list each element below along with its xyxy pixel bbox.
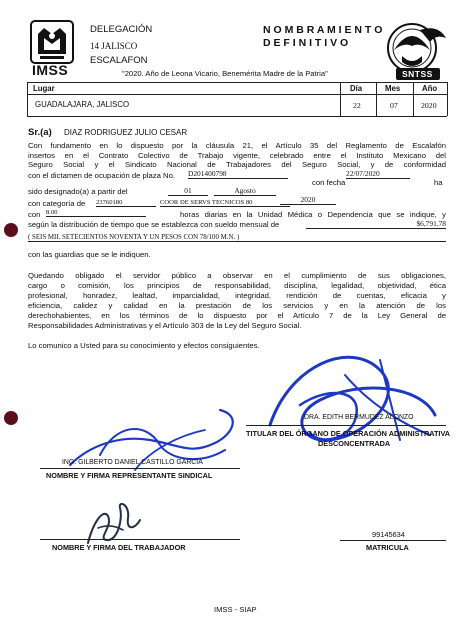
para2-line5: derechohabientes, en los términos de lo dispuesto por el Artículo 7 de la Ley General de: [28, 311, 446, 320]
anio-label: Año: [422, 84, 438, 93]
trabajador-label: NOMBRE Y FIRMA DEL TRABAJADOR: [52, 543, 186, 552]
dia-label: Día: [350, 84, 363, 93]
sueldo-value: $6,791.78: [306, 219, 446, 229]
table-divider-mes: [376, 82, 377, 116]
union-logo: [380, 20, 450, 82]
start-day: 01: [168, 186, 208, 196]
table-divider-dia: [340, 82, 341, 116]
sueldo-text: según la distribución de tiempo que se establezca con sueldo mensual de: [28, 220, 280, 229]
categoria-name: COOR DE SERVS TECNICOS 80: [160, 199, 290, 207]
titular-signature-line: [246, 425, 446, 426]
matricula-line: [340, 540, 446, 541]
plaza-number: D201400798: [188, 169, 288, 179]
titular-name: DRA. EDITH BERMUDEZ ALONZO: [304, 414, 414, 421]
salutation: Sr.(a): [28, 127, 52, 138]
trabajador-signature-line: [40, 539, 240, 540]
motto-text: "2020. Año de Leona Vicario, Benemérita Madre de la Patria": [122, 69, 328, 78]
start-month: Agosto: [214, 186, 276, 196]
para2-line6: Responsabilidades Administrativas y el Artículo 303 de la Ley del Seguro Social.: [28, 321, 302, 330]
sindical-label: NOMBRE Y FIRMA REPRESENTANTE SINDICAL: [46, 471, 213, 480]
punch-hole-bottom: [4, 411, 18, 425]
table-left-border: [27, 82, 28, 116]
lugar-label: Lugar: [33, 84, 55, 93]
employee-name: DIAZ RODRIGUEZ JULIO CESAR: [64, 128, 188, 137]
sindical-name: ING. GILBERTO DANIEL CASTILLO GARCIA: [62, 459, 203, 466]
con-label: con: [28, 210, 41, 219]
para2-line2: cargo o comisión, los principios de responsabilidad, disciplina, legalidad, objetividad, ética: [28, 281, 446, 290]
eagle-emblem-icon: [30, 20, 74, 64]
closing-text: Lo comunico a Usted para su conocimiento y efectos consiguientes.: [28, 341, 260, 350]
imss-logo-text: IMSS: [32, 62, 69, 78]
table-right-border: [447, 82, 448, 116]
horas-value: 8.00: [46, 209, 146, 217]
start-year: 2020: [280, 195, 336, 205]
ha-label: ha: [434, 178, 443, 187]
table-divider-anio: [413, 82, 414, 116]
document-title-line2: D E F I N I T I V O: [263, 37, 349, 49]
dia-value: 22: [353, 101, 361, 110]
plaza-label: con el dictamen de ocupación de plaza No.: [28, 171, 176, 180]
union-logo-text: SNTSS: [402, 69, 433, 79]
categoria-label: con categoría de: [28, 199, 86, 208]
table-top-border: [27, 82, 447, 83]
footer-text: IMSS - SIAP: [214, 605, 257, 614]
trabajador-signature: [78, 498, 148, 548]
delegacion-label: DELEGACIÓN: [90, 24, 153, 35]
document-title-line1: N O M B R A M I E N T O: [263, 24, 383, 36]
para2-line3: profesional, honradez, lealtad, imparcialidad, integridad, rendición de cuentas, eficacia y: [28, 291, 446, 300]
con-fecha-value: 22/07/2020: [346, 169, 410, 179]
horas-text: horas diarias en la Unidad Médica o Dependencia que se indique, y: [180, 210, 446, 219]
delegacion-value: 14 JALISCO: [90, 41, 138, 51]
categoria-code: 23760180: [96, 199, 156, 207]
para1-line3: Seguro Social y el Sindicato Nacional de Trabajadores del Seguro Social, y de conformidad: [28, 160, 446, 170]
punch-hole-top: [4, 223, 18, 237]
para2-line1: Quedando obligado el servidor público a observar en el cumplimiento de sus obligaciones,: [28, 271, 446, 280]
para1-line1: Con fundamento en lo dispuesto por la cláusula 21, el Artículo 35 del Reglamento de Escalafón: [28, 141, 446, 150]
con-fecha-label: con fecha: [312, 178, 346, 187]
titular-title-line1: TITULAR DEL ÓRGANO DE OPERACIÓN ADMINISTRATIVA: [246, 429, 451, 438]
escalafon-label: ESCALAFON: [90, 55, 148, 66]
sueldo-letra: ( SEIS MIL SETECIENTOS NOVENTA Y UN PESOS CON 78/100 M.N. ): [28, 234, 446, 242]
table-bottom-border: [27, 116, 447, 117]
guardias-text: con las guardias que se le indiquen.: [28, 250, 151, 259]
sido-label: sido designado(a) a partir del: [28, 187, 128, 196]
table-mid-border: [27, 94, 447, 95]
mes-value: 07: [390, 101, 398, 110]
imss-logo: [30, 20, 74, 76]
mes-label: Mes: [385, 84, 401, 93]
matricula-value: 99145634: [372, 530, 405, 539]
matricula-label: MATRICULA: [366, 543, 409, 552]
sindical-signature-line: [40, 468, 240, 469]
para2-line4: eficiencia, calidez y calidad en la prestación de los servicios y en la atención de los: [28, 301, 446, 310]
titular-title-line2: DESCONCENTRADA: [318, 439, 391, 448]
lugar-value: GUADALAJARA, JALISCO: [35, 100, 130, 109]
anio-value: 2020: [421, 101, 437, 110]
para1-line2: insertos en el Contrato Colectivo de Trabajo vigente, celebrado entre el Instituto Mexicano del: [28, 150, 446, 160]
